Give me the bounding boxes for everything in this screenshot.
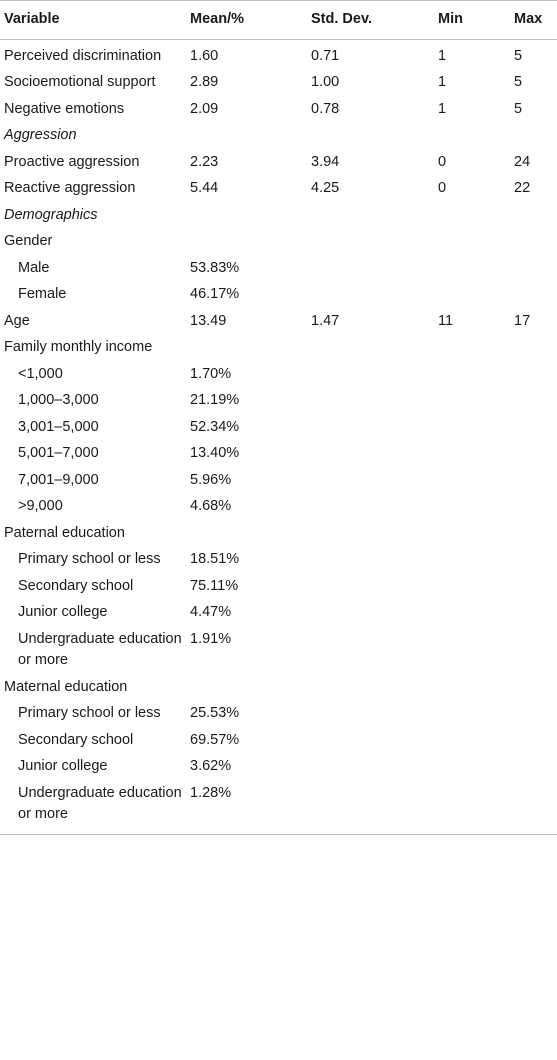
- cell-max: [510, 361, 557, 388]
- cell-std-dev: [307, 255, 434, 282]
- table-row: [0, 414, 557, 441]
- table-row: [0, 282, 557, 309]
- cell-variable: 5,001–7,000: [18, 445, 99, 461]
- cell-variable: Secondary school: [18, 577, 134, 594]
- table-row: [0, 573, 557, 600]
- cell-std-dev: [307, 754, 434, 781]
- cell-variable: Paternal education: [4, 524, 125, 541]
- cell-std-dev: [307, 335, 434, 362]
- cell-variable: Family monthly income: [4, 339, 153, 355]
- cell-mean: 4.47%: [190, 604, 232, 620]
- cell-mean: 2.23: [190, 153, 219, 170]
- cell-mean: [186, 674, 307, 701]
- cell-max: [510, 202, 557, 229]
- cell-std-dev: [307, 388, 434, 415]
- cell-variable: Primary school or less: [18, 551, 161, 567]
- header-max: Max: [510, 1, 557, 40]
- cell-variable: 1,000–3,000: [18, 392, 99, 408]
- cell-mean: 2.89: [190, 74, 219, 90]
- cell-min: 11: [438, 312, 454, 329]
- cell-min: [434, 674, 510, 701]
- cell-std-dev: 3.94: [311, 153, 340, 170]
- cell-mean: 1.70%: [190, 365, 232, 382]
- cell-std-dev: [307, 626, 434, 674]
- header-std-dev: Std. Dev.: [307, 1, 434, 40]
- cell-mean: [186, 335, 307, 362]
- cell-min: [434, 600, 510, 627]
- cell-std-dev: [307, 123, 434, 150]
- cell-mean: [186, 202, 307, 229]
- cell-max: 24: [514, 153, 531, 170]
- cell-min: [434, 202, 510, 229]
- table-row: [0, 361, 557, 388]
- cell-min: [434, 414, 510, 441]
- table-body: [0, 39, 557, 834]
- cell-mean: 13.40%: [190, 445, 240, 461]
- cell-std-dev: 0.78: [311, 100, 340, 117]
- cell-min: [434, 467, 510, 494]
- cell-mean: 1.60: [190, 47, 219, 64]
- cell-mean: 18.51%: [190, 551, 240, 567]
- cell-variable: Maternal education: [4, 678, 128, 695]
- table-row: [0, 467, 557, 494]
- table-row: [0, 727, 557, 754]
- cell-min: [434, 701, 510, 728]
- table-row: [0, 674, 557, 701]
- cell-mean: 75.11%: [190, 577, 239, 594]
- cell-mean: 13.49: [190, 312, 227, 329]
- cell-variable: Secondary school: [18, 731, 134, 748]
- cell-variable: Undergraduate education or more: [18, 630, 182, 668]
- table-row: [0, 176, 557, 203]
- cell-variable: Female: [18, 286, 67, 302]
- table-row: [0, 96, 557, 123]
- cell-mean: [186, 123, 307, 150]
- cell-std-dev: [307, 494, 434, 521]
- cell-max: 22: [514, 180, 531, 196]
- table-row: [0, 701, 557, 728]
- table-row: [0, 149, 557, 176]
- cell-max: [510, 780, 557, 834]
- cell-variable: Reactive aggression: [4, 180, 136, 196]
- cell-variable: 7,001–9,000: [18, 471, 99, 488]
- cell-mean: 3.62%: [190, 758, 232, 774]
- cell-max: [510, 282, 557, 309]
- cell-variable: Junior college: [18, 604, 108, 620]
- cell-max: [510, 547, 557, 574]
- cell-std-dev: [307, 727, 434, 754]
- cell-std-dev: 1.47: [311, 312, 340, 329]
- cell-min: [434, 335, 510, 362]
- cell-max: [510, 626, 557, 674]
- cell-mean: [186, 520, 307, 547]
- cell-min: [434, 123, 510, 150]
- cell-std-dev: [307, 547, 434, 574]
- table-row: [0, 780, 557, 834]
- cell-min: [434, 573, 510, 600]
- cell-std-dev: [307, 441, 434, 468]
- cell-max: [510, 754, 557, 781]
- table-row: [0, 547, 557, 574]
- cell-min: [434, 494, 510, 521]
- cell-max: [510, 335, 557, 362]
- table-row: [0, 388, 557, 415]
- cell-mean: 69.57%: [190, 731, 240, 748]
- header-row: [0, 1, 557, 40]
- cell-variable: Junior college: [18, 758, 108, 774]
- cell-min: [434, 255, 510, 282]
- cell-min: [434, 388, 510, 415]
- cell-std-dev: 1.00: [311, 74, 340, 90]
- cell-max: [510, 727, 557, 754]
- cell-min: [434, 727, 510, 754]
- cell-std-dev: [307, 202, 434, 229]
- cell-variable: Demographics: [4, 206, 98, 223]
- cell-min: [434, 361, 510, 388]
- cell-min: [434, 626, 510, 674]
- cell-mean: 5.96%: [190, 471, 232, 488]
- cell-std-dev: [307, 600, 434, 627]
- cell-variable: Gender: [4, 233, 53, 249]
- cell-max: 17: [514, 312, 531, 329]
- cell-variable: 3,001–5,000: [18, 418, 99, 435]
- cell-max: 5: [514, 100, 523, 117]
- cell-mean: 5.44: [190, 180, 219, 196]
- cell-max: [510, 701, 557, 728]
- cell-variable: <1,000: [18, 365, 63, 382]
- cell-std-dev: [307, 361, 434, 388]
- cell-variable: Age: [4, 312, 30, 329]
- cell-max: 5: [514, 47, 523, 64]
- table-row: [0, 255, 557, 282]
- cell-mean: 21.19%: [190, 392, 240, 408]
- cell-mean: 25.53%: [190, 705, 240, 721]
- cell-max: [510, 441, 557, 468]
- cell-variable: Aggression: [4, 127, 77, 143]
- cell-std-dev: [307, 282, 434, 309]
- cell-max: [510, 123, 557, 150]
- cell-std-dev: [307, 229, 434, 256]
- cell-variable: Male: [18, 259, 50, 276]
- cell-max: [510, 573, 557, 600]
- table-row: [0, 39, 557, 70]
- cell-mean: 2.09: [190, 100, 219, 117]
- table-row: [0, 308, 557, 335]
- cell-variable: Proactive aggression: [4, 153, 140, 170]
- cell-max: [510, 255, 557, 282]
- table-row: [0, 123, 557, 150]
- cell-variable: >9,000: [18, 498, 63, 514]
- table-row: [0, 441, 557, 468]
- cell-min: [434, 520, 510, 547]
- cell-std-dev: [307, 674, 434, 701]
- cell-min: [434, 441, 510, 468]
- cell-min: [434, 754, 510, 781]
- cell-mean: 53.83%: [190, 259, 240, 276]
- cell-std-dev: 0.71: [311, 47, 340, 64]
- table-row: [0, 202, 557, 229]
- cell-min: [434, 780, 510, 834]
- cell-max: [510, 414, 557, 441]
- cell-mean: 46.17%: [190, 286, 240, 302]
- cell-min: [434, 282, 510, 309]
- cell-max: [510, 600, 557, 627]
- table-header: [0, 1, 557, 40]
- cell-max: [510, 467, 557, 494]
- cell-variable: Negative emotions: [4, 100, 125, 117]
- cell-variable: Undergraduate education or more: [0, 780, 186, 834]
- table-row: [0, 520, 557, 547]
- cell-min: 1: [438, 74, 447, 90]
- cell-mean: 1.28%: [186, 780, 307, 834]
- cell-min: [434, 547, 510, 574]
- table-row: [0, 229, 557, 256]
- cell-variable: Primary school or less: [18, 705, 161, 721]
- table-row: [0, 70, 557, 97]
- cell-variable: Socioemotional support: [4, 74, 156, 90]
- cell-std-dev: [307, 780, 434, 834]
- cell-min: 0: [438, 153, 447, 170]
- cell-std-dev: [307, 467, 434, 494]
- cell-max: [510, 388, 557, 415]
- cell-mean: 52.34%: [190, 418, 240, 435]
- cell-max: [510, 494, 557, 521]
- cell-max: [510, 520, 557, 547]
- cell-std-dev: [307, 701, 434, 728]
- cell-min: 1: [438, 47, 447, 64]
- cell-max: [510, 229, 557, 256]
- header-min: Min: [434, 1, 510, 40]
- cell-max: 5: [514, 74, 523, 90]
- cell-min: [434, 229, 510, 256]
- cell-mean: [186, 229, 307, 256]
- cell-std-dev: [307, 573, 434, 600]
- cell-max: [510, 674, 557, 701]
- cell-variable: Perceived discrimination: [4, 47, 162, 64]
- cell-std-dev: [307, 520, 434, 547]
- cell-min: 0: [438, 180, 447, 196]
- header-mean: Mean/%: [186, 1, 307, 40]
- table-row: [0, 600, 557, 627]
- cell-std-dev: 4.25: [311, 180, 340, 196]
- table-row: [0, 494, 557, 521]
- header-variable: Variable: [0, 1, 186, 40]
- table-row: [0, 754, 557, 781]
- table-row: [0, 335, 557, 362]
- table-row: [0, 626, 557, 674]
- cell-mean: 1.91%: [190, 630, 232, 647]
- cell-std-dev: [307, 414, 434, 441]
- cell-min: 1: [438, 100, 447, 117]
- cell-mean: 4.68%: [190, 498, 232, 514]
